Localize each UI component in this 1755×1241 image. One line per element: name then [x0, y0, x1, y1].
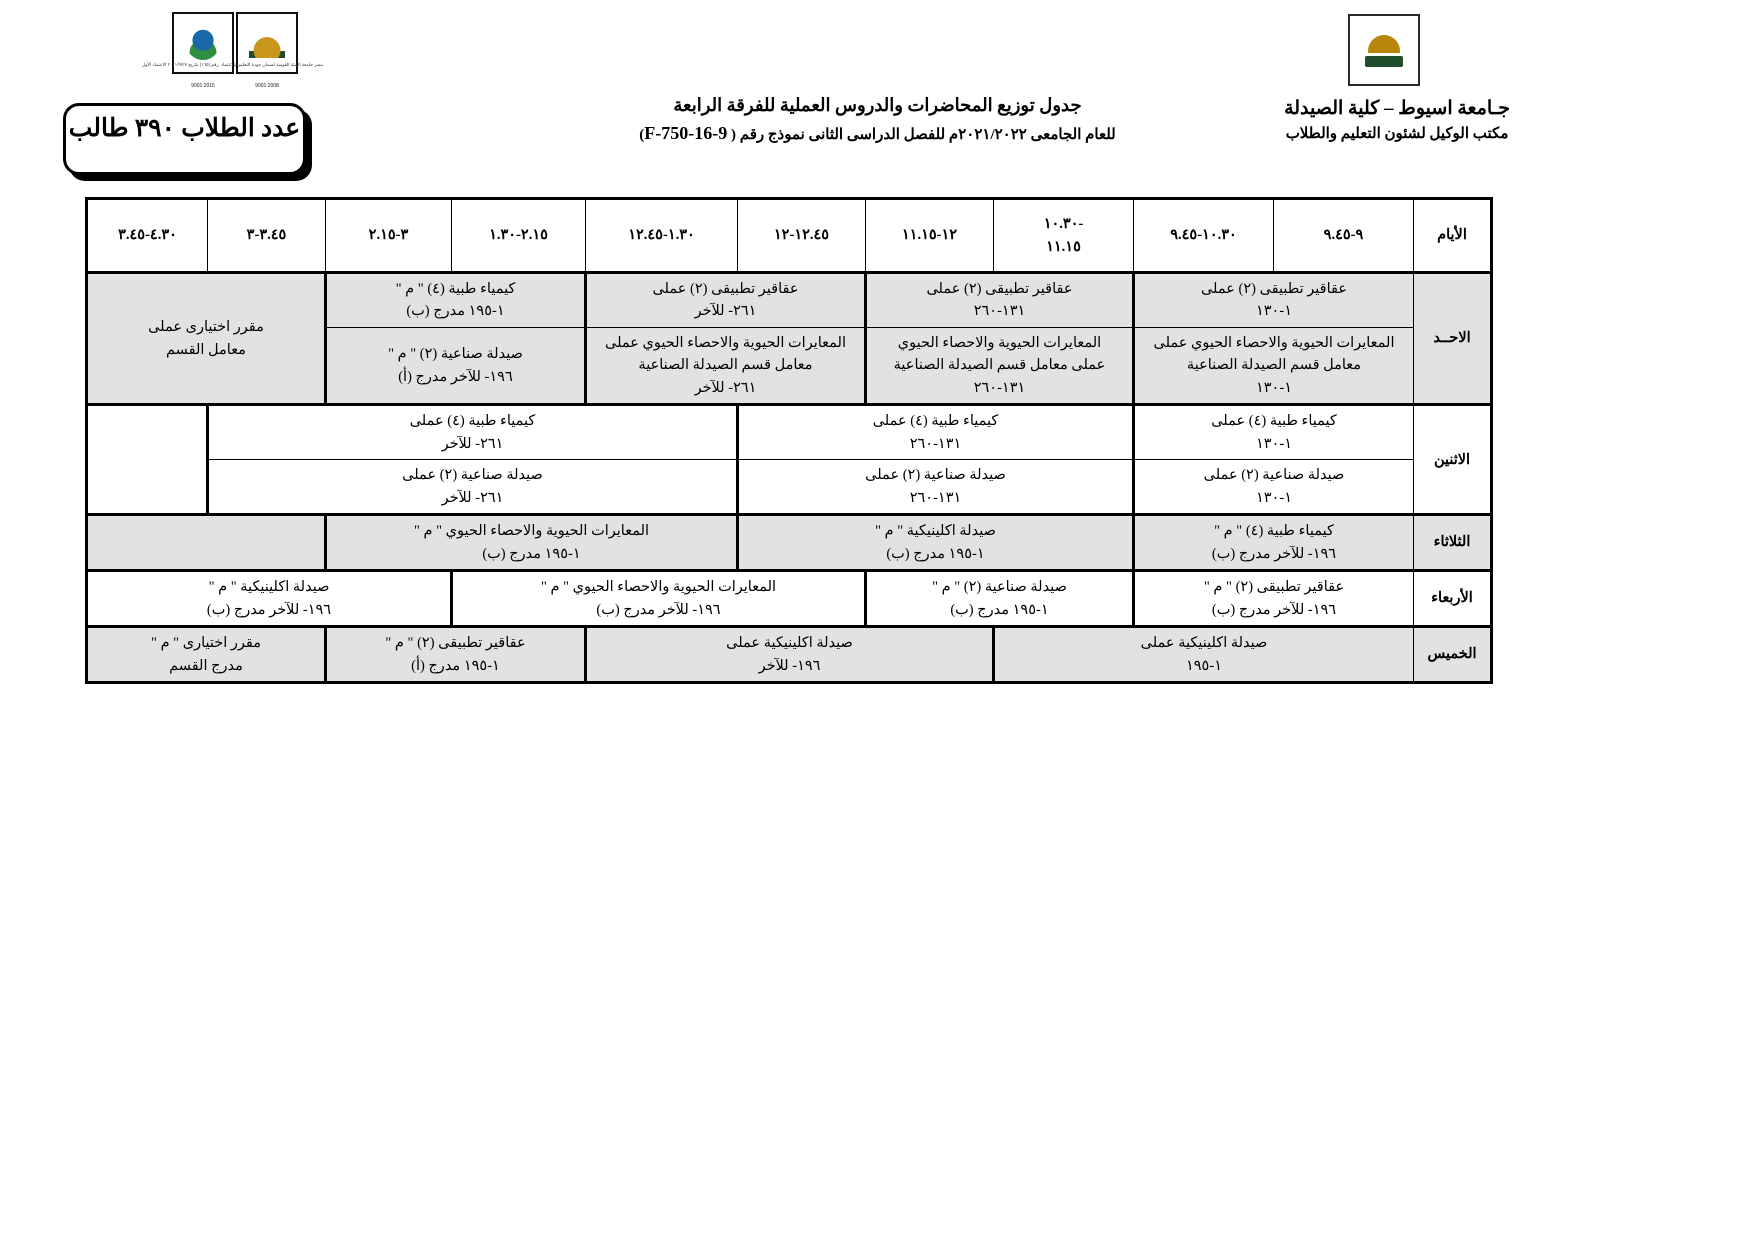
iso-badge-right: 9001:2015	[191, 83, 215, 89]
cell-line-1: عقاقير تطبيقى (٢) عملى	[652, 281, 799, 297]
cell-line-1: صيدلة صناعية (٢) " م "	[388, 346, 523, 363]
institution-block	[1284, 95, 1510, 145]
cell-line-2: ١-١٩٥ مدرج (ب)	[886, 545, 985, 562]
institution-name: جـامعة اسيوط – كلية الصيدلة	[1284, 98, 1510, 119]
table-row-tuesday	[87, 515, 1492, 571]
cell-line-1: كيمياء طبية (٤) عملى	[872, 413, 999, 430]
cell-line-1: المعايرات الحيوية والاحصاء الحيوي " م "	[540, 579, 777, 596]
subtitle-suffix: )	[639, 127, 645, 143]
header-slot-9: ٣.٤٥-٣	[208, 199, 326, 273]
schedule-table-wrapper	[88, 197, 1493, 684]
header-slot-3-line2: ١١.١٥	[1046, 238, 1081, 255]
cell-tuesday-c3	[326, 515, 738, 571]
cell-line-1: كيمياء طبية (٤) عملى	[1211, 413, 1337, 430]
cell-line-1: مقرر اختيارى " م "	[151, 635, 261, 652]
cell-line-1: المعايرات الحيوية والاحصاء الحيوي " م "	[413, 523, 650, 540]
cell-line-2: ١-١٩٥ مدرج (ب)	[406, 303, 505, 320]
cell-monday-r1-c2	[738, 405, 1134, 460]
cell-line-2: ١٣١-٢٦٠	[909, 435, 962, 452]
cell-line-2: ٢٦١- للآخر	[694, 303, 757, 320]
cell-monday-r2-c2	[208, 460, 738, 515]
header-slot-3	[994, 199, 1134, 273]
cell-thursday-c2	[586, 627, 994, 683]
cell-line-1: عقاقير تطبيقى (٢) عملى	[926, 281, 1073, 297]
cell-line-2: ١٣١-٢٦٠	[973, 303, 1026, 320]
cell-line-1: المعايرات الحيوية والاحصاء الحيوي عملى معامل قسم الصيدلة الصناعية	[605, 334, 846, 374]
cell-sunday-r2-c2	[586, 327, 866, 404]
iso-badge-left: 9001:2008	[255, 83, 279, 89]
header-slot-2: ١٠.٣٠-٩.٤٥	[1134, 199, 1274, 273]
cell-line-2: مدرج القسم	[169, 657, 243, 674]
cell-line-1: صيدلة اكلينيكية عملى	[726, 635, 853, 652]
day-label-tuesday: الثلاثاء	[1414, 515, 1492, 571]
cell-line-2: معامل القسم	[166, 341, 246, 358]
day-label-wednesday: الأربعاء	[1414, 571, 1492, 627]
cell-line-2: ٢٦١- للآخر	[441, 489, 504, 506]
header-days-label: الأيام	[1414, 199, 1492, 273]
table-header-row	[87, 199, 1492, 273]
cell-thursday-c4	[87, 627, 326, 683]
cell-line-2: ١-١٩٥	[1185, 657, 1222, 674]
cell-thursday-c1	[994, 627, 1414, 683]
cell-line-1: عقاقير تطبيقى (٢) " م "	[385, 635, 526, 652]
cell-sunday-r1-c1	[1134, 273, 1414, 328]
cell-line-1: كيمياء طبية (٤) " م "	[395, 281, 516, 297]
form-number: F-750-16-9	[644, 123, 728, 143]
cell-sunday-r1-c5	[87, 273, 326, 405]
accreditation-logos	[170, 12, 300, 90]
header-slot-6: ١.٣٠-١٢.٤٥	[586, 199, 738, 273]
university-logo-icon	[1348, 14, 1420, 86]
accreditation-microtext: مصر جامعة الهيئة القومية لضمان جودة التعليم والاعتماد ‏ رقم (١٦٥) بتاريخ ٢٠١١/٩/٢٧ الاعتماد الأول	[141, 62, 324, 67]
page-title: جدول توزيع المحاضرات والدروس العملية للفرقة الرابعة	[673, 95, 1082, 115]
cell-wednesday-c4	[87, 571, 452, 627]
table-row-wednesday	[87, 571, 1492, 627]
header-slot-4: ١٢-١١.١٥	[866, 199, 994, 273]
day-label-sunday: الاحــد	[1414, 273, 1492, 405]
cell-sunday-r1-c3	[586, 273, 866, 328]
cell-line-2: ١٣١-٢٦٠	[909, 489, 962, 506]
cell-line-2: ٢٦١- للآخر	[694, 379, 757, 396]
student-count-box	[63, 103, 306, 175]
header-slot-1: ٩-٩.٤٥	[1274, 199, 1414, 273]
cell-line-1: المعايرات الحيوية والاحصاء الحيوي عملى معامل قسم الصيدلة الصناعية	[1153, 334, 1395, 374]
cell-line-1: كيمياء طبية (٤) " م "	[1214, 523, 1334, 540]
cell-line-1: صيدلة اكلينيكية " م "	[875, 523, 996, 540]
header-slot-7: ٢.١٥-١.٣٠	[452, 199, 586, 273]
subtitle-prefix: للعام الجامعى ٢٠٢١/٢٠٢٢م للفصل الدراسى الثانى نموذج رقم (	[727, 127, 1116, 143]
cell-line-1: صيدلة اكلينيكية عملى	[1140, 635, 1268, 652]
cell-wednesday-c3	[452, 571, 866, 627]
cell-line-2: ١٩٦- للآخر مدرج (ب)	[1211, 601, 1337, 618]
institution-office: مكتب الوكيل لشئون التعليم والطلاب	[1285, 125, 1509, 142]
cell-line-2: ١٩٦- للآخر مدرج (ب)	[1211, 545, 1337, 562]
header-slot-10: ٤.٣٠-٣.٤٥	[87, 199, 208, 273]
student-count-text: عدد الطلاب ٣٩٠ طالب	[68, 115, 301, 142]
cell-sunday-r2-c3	[1134, 327, 1414, 404]
cell-line-2: ١-١٩٥ مدرج (أ)	[411, 657, 500, 674]
cell-tuesday-c2	[738, 515, 1134, 571]
cell-line-1: عقاقير تطبيقى (٢) عملى	[1200, 281, 1348, 297]
document-header	[0, 0, 1755, 190]
cell-line-3: ١٣١-٢٦٠	[973, 379, 1026, 396]
cell-line-1: صيدلة صناعية (٢) " م "	[932, 579, 1067, 596]
cell-line-1: عقاقير تطبيقى (٢) " م "	[1203, 579, 1345, 596]
cell-monday-r2-c1	[738, 460, 1134, 515]
cell-sunday-r1-c2	[866, 273, 1134, 328]
header-slot-3-line1: -١٠.٣٠	[1043, 216, 1084, 233]
cell-line-1: كيمياء طبية (٤) عملى	[409, 413, 536, 430]
table-row-sunday-1	[87, 273, 1492, 328]
cell-line-2: ١٩٦- للآخر	[758, 657, 821, 674]
cell-line-2: ١٩٦- للآخر مدرج (ب)	[596, 601, 721, 618]
cell-line-1: صيدلة صناعية (٢) عملى	[402, 467, 543, 484]
cell-line-2: ١٩٦- للآخر مدرج (ب)	[206, 601, 332, 618]
cell-line-2: عملى معامل قسم الصيدلة الصناعية	[893, 357, 1106, 374]
cell-line-2: ١-١٣٠	[1255, 435, 1292, 452]
schedule-table	[85, 197, 1493, 684]
cell-monday-r1-c1	[1134, 405, 1414, 460]
table-row-monday-1	[87, 405, 1492, 460]
cell-wednesday-c2	[866, 571, 1134, 627]
cell-sunday-r2-c4	[326, 327, 586, 404]
cell-tuesday-c4	[87, 515, 326, 571]
cell-line-2: ١-١٣٠	[1255, 379, 1292, 396]
cell-line-1: صيدلة صناعية (٢) عملى	[1203, 467, 1345, 484]
day-label-thursday: الخميس	[1414, 627, 1492, 683]
table-row-monday-2	[87, 460, 1492, 515]
header-slot-8: ٣-٢.١٥	[326, 199, 452, 273]
cell-line-2: ١٩٦- للآخر مدرج (أ)	[398, 368, 513, 385]
cell-line-2: ١-١٣٠	[1255, 303, 1292, 320]
cell-sunday-r1-c4	[326, 273, 586, 328]
cell-line-1: المعايرات الحيوية والاحصاء الحيوي	[897, 334, 1102, 351]
header-slot-5: ١٢.٤٥-١٢	[738, 199, 866, 273]
cell-line-1: صيدلة صناعية (٢) عملى	[865, 467, 1006, 484]
cell-monday-r1-c3	[208, 405, 738, 460]
cell-line-2: ١-١٣٠	[1255, 489, 1292, 506]
day-label-monday: الاثنين	[1414, 405, 1492, 515]
cell-sunday-r2-c1	[866, 327, 1134, 404]
table-row-thursday	[87, 627, 1492, 683]
cell-thursday-c3	[326, 627, 586, 683]
cell-line-2: ١-١٩٥ مدرج (ب)	[950, 601, 1049, 618]
cell-monday-r2-c3	[1134, 460, 1414, 515]
cell-wednesday-c1	[1134, 571, 1414, 627]
cell-line-2: ٢٦١- للآخر	[441, 435, 504, 452]
cell-line-1: صيدلة اكلينيكية " م "	[208, 579, 330, 596]
cell-monday-r1-c4	[87, 405, 208, 515]
cell-line-1: مقرر اختيارى عملى	[148, 319, 264, 336]
cell-line-2: ١-١٩٥ مدرج (ب)	[482, 545, 581, 562]
cell-tuesday-c1	[1134, 515, 1414, 571]
